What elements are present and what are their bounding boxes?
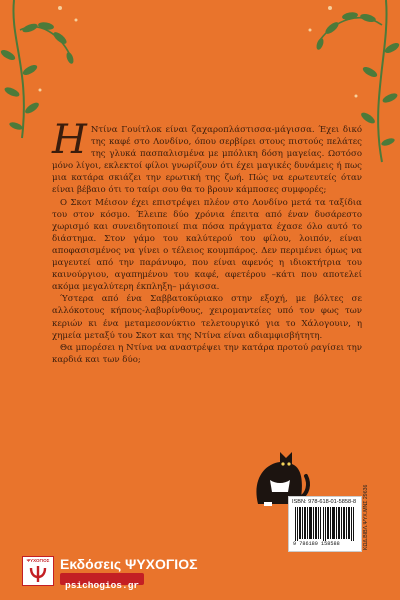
blurb-paragraph-3: Ύστερα από ένα Σαββατοκύριακο στην εξοχή, με βόλτες σε αλλόκοτους κήπους-λαβυρίνθους, χειρομαντείες υπό τον φως των κεριών κι ένα μεταμεσονύκτιο τελετουργικό για το Χάλογουιν, η χημεία μεταξύ του Σκοτ και της Ντίνα είναι αδιαμφισβήτητη. [52, 294, 362, 341]
isbn-label: ISBN: 978-618-01-5858-8 [292, 499, 357, 505]
blurb-paragraph-2: Ο Σκοτ Μέισον έχει επιστρέψει πλέον στο Λονδίνο μετά τα ταξίδια του στον κόσμο. Έλειπε δύο χρόνια έπειτα από έναν δυσάρεστο χωρισμό και συνειδητοποιεί πια πόσα πράγματα έχασε όλο αυτό το διάστημα. Στον γάμο του καλύτερού του φίλου, λοιπόν, είναι αποφασισμένος να γίνει ο τέλειος κουμπάρος. Δεν περιμένει όμως να μαγευτεί από την παράνυφο, που είναι αφενός η ιδιοκτήτρια του καινούργιου, αγαπημένου του καφέ, αφετέρου –κάτι που αποτελεί ακόμα μεγαλύτερη έκπληξη– μάγισσα. [52, 197, 362, 293]
blurb-text [52, 117, 362, 366]
barcode-digits: 9 786180 158588 [293, 541, 340, 547]
publisher-block [22, 556, 242, 591]
blurb-paragraph-1-text: Ντίνα Γουίτλοκ είναι ζαχαροπλάστισσα-μάγισσα. Έχει δικό της καφέ στο Λονδίνο, όπου σερβίρει στους πιστούς πελάτες της γλυκά πασπαλισμένα με μπόλικη δόση μαγείας. Ωστόσο μόνο λίγοι, εκλεκτοί φίλοι γνωρίζουν ότι έχει μαγικές δυνάμεις ή πως μια κατάρα σκιάζει την ερωτική της ζωή. Πώς να ερωτευτείς όταν είναι βέβαιο ότι το ταίρι σου θα το βρουν κάμποσες συμφορές; [52, 125, 362, 196]
psi-mark-icon [29, 565, 47, 583]
blurb-paragraph-1 [52, 117, 362, 197]
blurb-paragraph-4: Θα μπορέσει η Ντίνα να αναστρέψει την κατάρα προτού ραγίσει την καρδιά και των δύο; [52, 342, 362, 365]
publisher-url: psichogios.gr [65, 580, 140, 591]
isbn-barcode [288, 496, 362, 552]
publisher-logo-icon [22, 556, 54, 586]
publisher-logo-text: ΨΥΧΟΓΙΟΣ [26, 558, 50, 563]
catalog-code: ΚΩΔ.ΒΙΒΛ.ΨΥΧ.ΜΝΣ 29636 [363, 484, 369, 550]
barcode-bars [295, 507, 355, 541]
drop-cap: Η [52, 117, 87, 163]
publisher-name: Εκδόσεις ΨΥΧΟΓΙΟΣ [60, 556, 198, 572]
publisher-url-badge [60, 573, 144, 591]
